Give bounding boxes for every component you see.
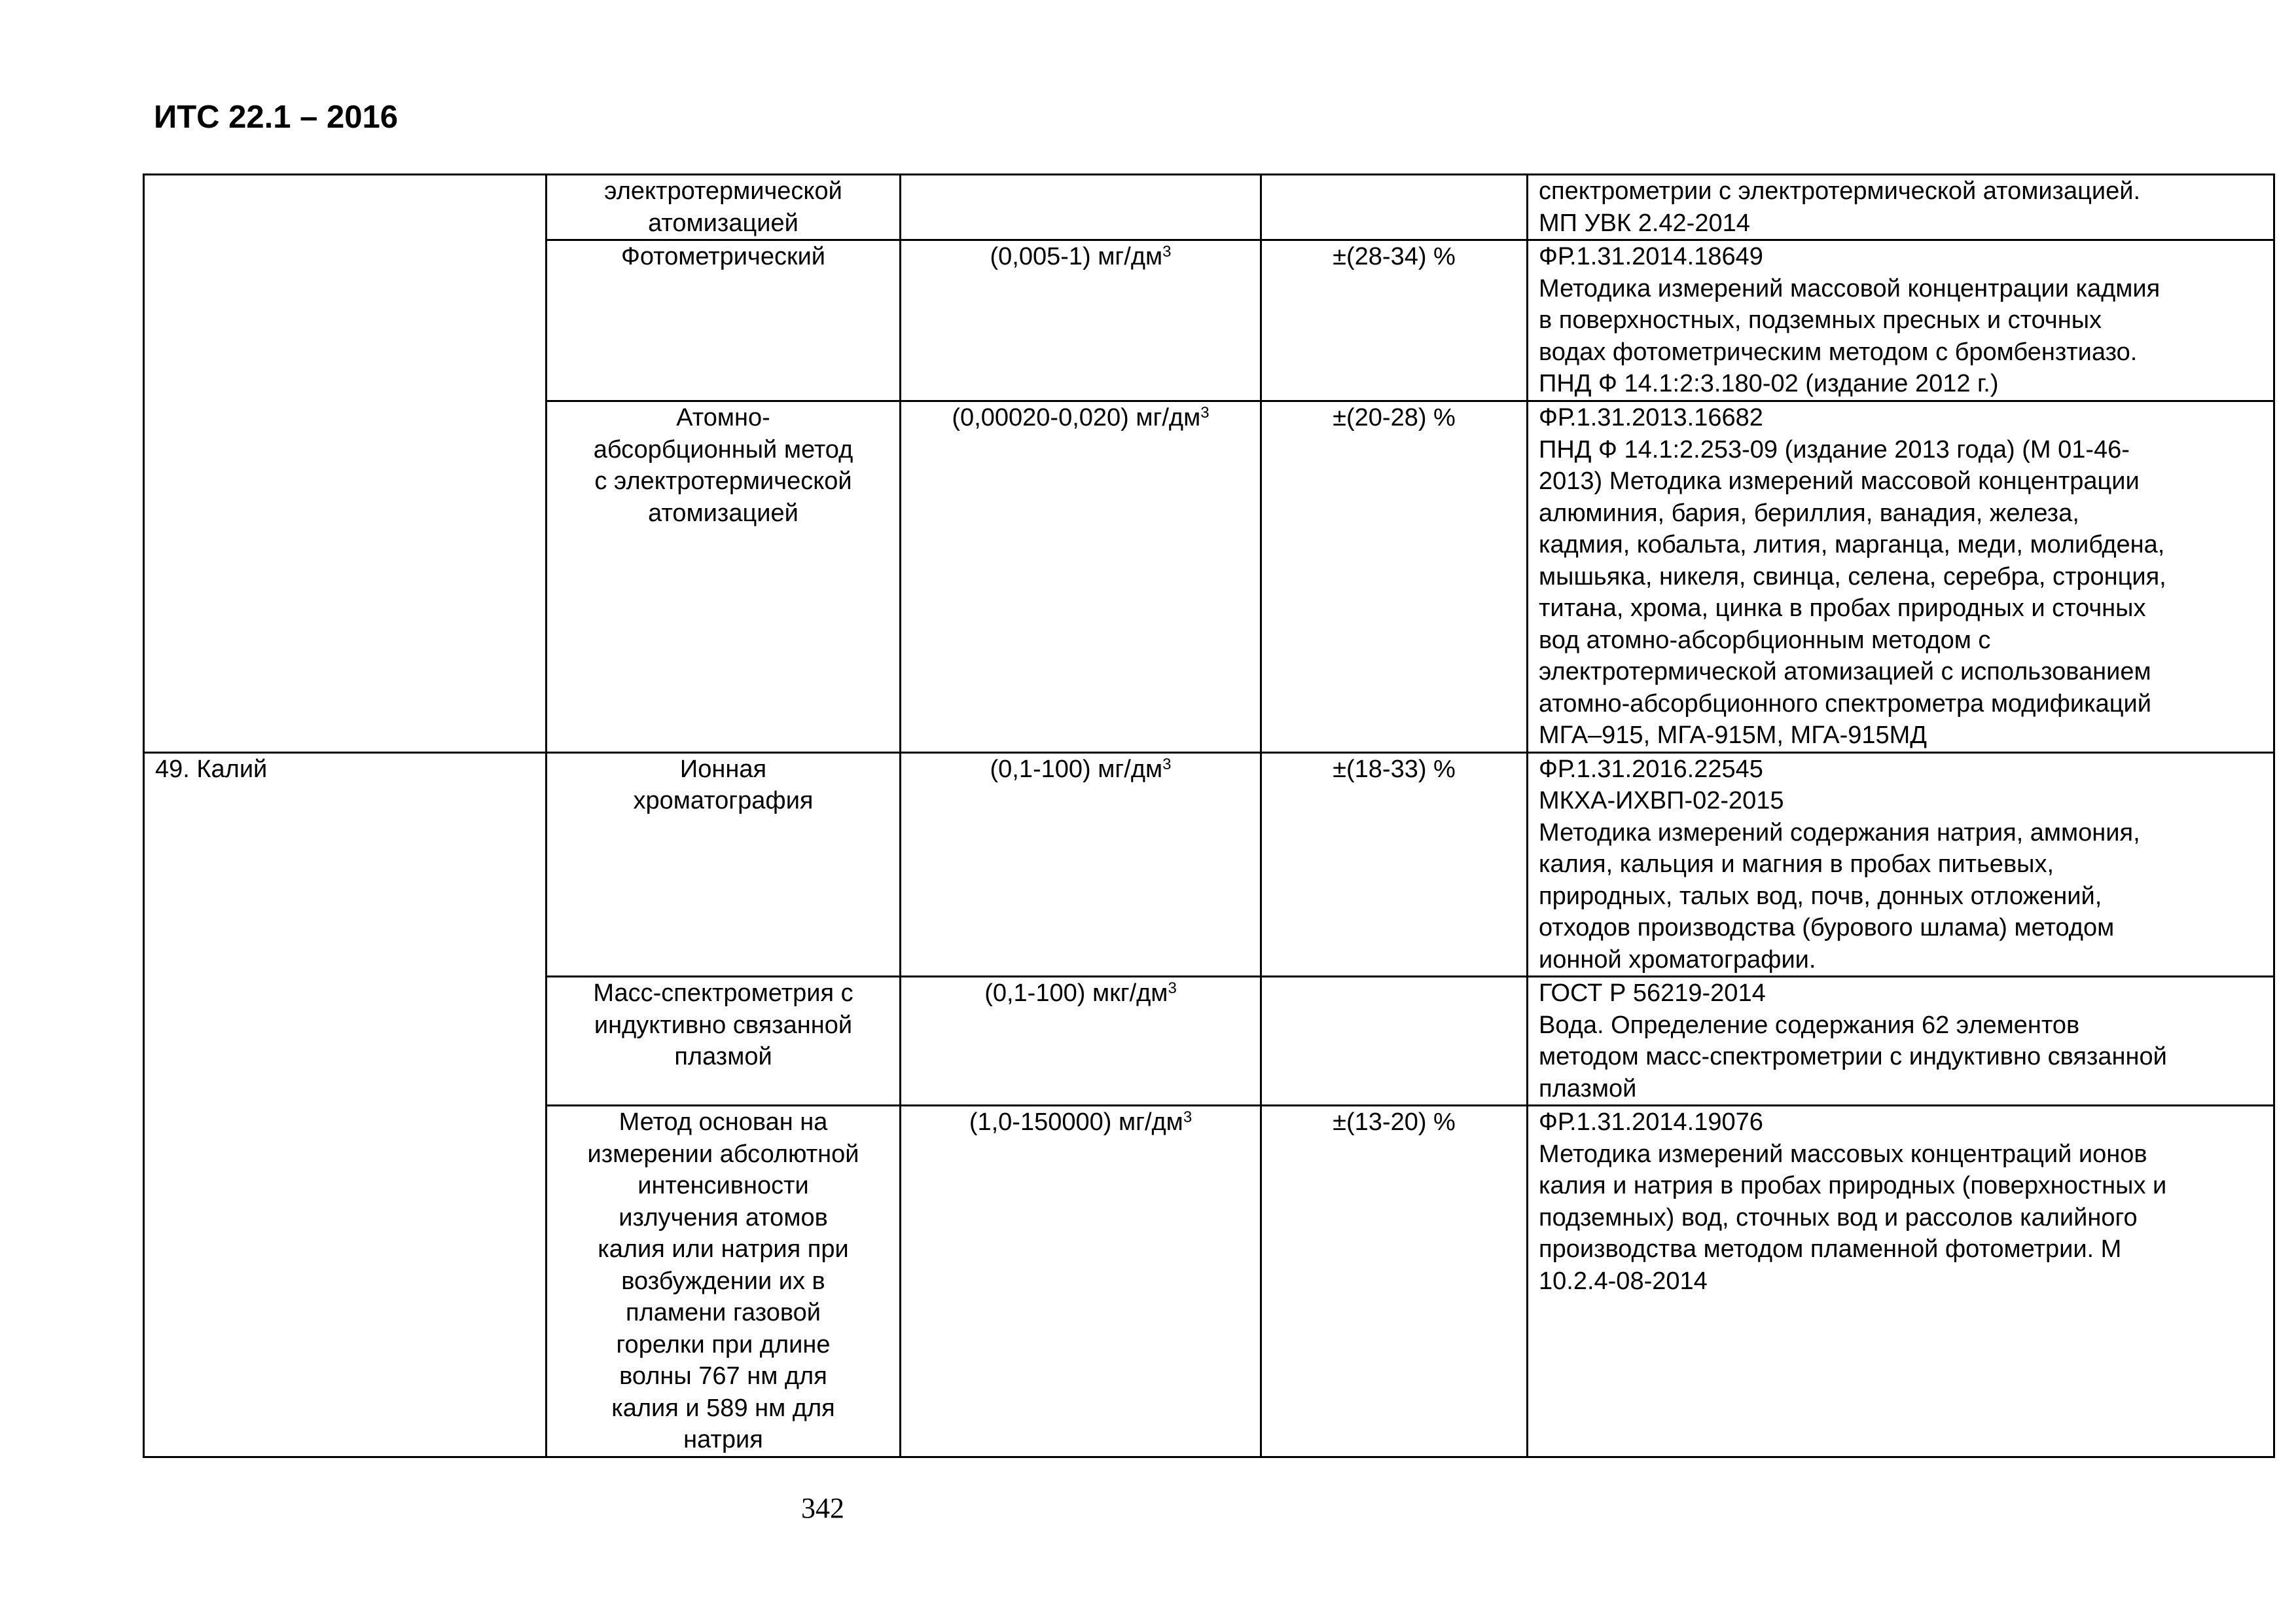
document-line: водах фотометрическим методом с бромбензтиазо. [1539, 338, 2138, 366]
document-line: алюминия, бария, бериллия, ванадия, железа, [1539, 499, 2079, 527]
document-cell [1528, 977, 2274, 1106]
document-line: МП УВК 2.42-2014 [1539, 209, 1750, 237]
indicator-cell [144, 752, 547, 1457]
method-line: электротермической [604, 177, 842, 205]
document-cell [1528, 240, 2274, 401]
range-interval: (0,1-100) [984, 979, 1086, 1007]
unit-exponent: 3 [1162, 755, 1172, 773]
method-line: атомизацией [648, 209, 798, 237]
method-line: хроматография [633, 787, 814, 814]
range-cell [901, 1106, 1261, 1457]
range-unit: мг/дм [1136, 404, 1201, 431]
document-line: ФР.1.31.2013.16682 [1539, 404, 1763, 431]
document-line: 10.2.4-08-2014 [1539, 1267, 1708, 1295]
method-line: индуктивно связанной [594, 1011, 853, 1039]
document-line: ПНД Ф 14.1:2.253-09 (издание 2013 года) (М 01-46- [1539, 435, 2130, 464]
range-value [912, 754, 1249, 786]
table-body [144, 175, 2274, 1457]
document-line: Методика измерений содержания натрия, аммония, [1539, 818, 2140, 847]
method-line: измерении абсолютной [587, 1140, 859, 1168]
error-value: ±(20-28) % [1333, 404, 1456, 431]
method-line: излучения атомов [619, 1203, 828, 1231]
unit-exponent: 3 [1200, 404, 1210, 422]
method-line: Фотометрический [620, 243, 826, 270]
range-cell [901, 752, 1261, 977]
range-cell [901, 977, 1261, 1106]
document-line: Вода. Определение содержания 62 элементов [1539, 1011, 2080, 1039]
method-line: интенсивности [637, 1172, 809, 1199]
method-line: атомизацией [648, 499, 798, 527]
document-line: кадмия, кобальта, лития, марганца, меди, молибдена, [1539, 531, 2165, 558]
range-cell [901, 401, 1261, 753]
method-line: натрия [683, 1426, 763, 1453]
method-line: волны 767 нм для [619, 1362, 827, 1390]
error-value: ±(13-20) % [1333, 1108, 1456, 1136]
method-line: калия и 589 нм для [611, 1394, 835, 1422]
document-line: производства методом пламенной фотометрии. М [1539, 1235, 2122, 1263]
document-line: ФР.1.31.2016.22545 [1539, 755, 1763, 783]
document-line: электротермической атомизацией с использованием [1539, 658, 2151, 685]
method-line: плазмой [674, 1043, 772, 1070]
error-value: ±(28-34) % [1333, 243, 1456, 270]
document-line: ПНД Ф 14.1:2:3.180-02 (издание 2012 г.) [1539, 370, 1999, 397]
range-cell [901, 175, 1261, 240]
document-line: ФР.1.31.2014.19076 [1539, 1108, 1763, 1136]
document-line: атомно-абсорбционного спектрометра модификаций [1539, 689, 2151, 718]
unit-exponent: 3 [1162, 243, 1172, 261]
method-cell [547, 1106, 901, 1457]
range-value [912, 402, 1249, 434]
method-cell [547, 240, 901, 401]
document-line: калия, кальция и магния в пробах питьевых, [1539, 850, 2054, 878]
method-line: Метод основан на [619, 1108, 828, 1136]
range-interval: (0,00020-0,020) [952, 404, 1129, 431]
range-interval: (0,005-1) [990, 243, 1091, 270]
error-cell [1261, 1106, 1528, 1457]
range-unit: мг/дм [1118, 1108, 1183, 1136]
document-line: ФР.1.31.2014.18649 [1539, 243, 1763, 270]
document-cell [1528, 752, 2274, 977]
error-cell [1261, 401, 1528, 753]
error-cell [1261, 752, 1528, 977]
document-cell [1528, 175, 2274, 240]
document-line: Методика измерений массовой концентрации кадмия [1539, 274, 2161, 302]
error-cell [1261, 240, 1528, 401]
document-line: 2013) Методика измерений массовой концентрации [1539, 467, 2140, 495]
methods-table [143, 173, 2275, 1458]
document-line: в поверхностных, подземных пресных и сточных [1539, 306, 2102, 334]
range-value [912, 977, 1249, 1010]
document-line: спектрометрии с электротермической атомизацией. [1539, 177, 2141, 205]
unit-exponent: 3 [1183, 1108, 1193, 1127]
method-line: Масс-спектрометрия с [593, 979, 853, 1007]
range-value [912, 241, 1249, 273]
range-value [912, 1106, 1249, 1139]
method-line: абсорбционный метод [593, 435, 853, 464]
method-cell [547, 401, 901, 753]
document-line: калия и натрия в пробах природных (поверхностных и [1539, 1172, 2167, 1199]
method-cell [547, 977, 901, 1106]
error-cell [1261, 977, 1528, 1106]
document-line: вод атомно-абсорбционным методом с [1539, 626, 1991, 654]
method-line: Ионная [679, 755, 767, 783]
indicator-name: 49. Калий [155, 755, 268, 783]
document-line: мышьяка, никеля, свинца, селена, серебра, стронция, [1539, 562, 2166, 591]
range-unit: мг/дм [1098, 243, 1163, 270]
indicator-cell [144, 175, 547, 753]
document-line: МГА–915, МГА-915М, МГА-915МД [1539, 721, 1928, 749]
method-line: с электротермической [594, 467, 852, 495]
page-number: 342 [801, 1492, 844, 1524]
table-row [144, 175, 2274, 240]
document-cell [1528, 1106, 2274, 1457]
range-interval: (0,1-100) [990, 755, 1091, 783]
range-unit: мг/дм [1098, 755, 1163, 783]
method-line: пламени газовой [626, 1299, 821, 1326]
document-line: ГОСТ Р 56219-2014 [1539, 979, 1766, 1007]
method-line: Атомно- [676, 404, 770, 431]
range-interval: (1,0-150000) [969, 1108, 1112, 1136]
document-line: методом масс-спектрометрии с индуктивно связанной [1539, 1043, 2167, 1070]
range-cell [901, 240, 1261, 401]
document-line: титана, хрома, цинка в пробах природных и сточных [1539, 594, 2146, 622]
method-cell [547, 752, 901, 977]
document-line: отходов производства (бурового шлама) методом [1539, 914, 2115, 941]
document-line: МКХА-ИХВП-02-2015 [1539, 787, 1784, 814]
document-line: природных, талых вод, почв, донных отложений, [1539, 882, 2102, 910]
method-line: горелки при длине [616, 1330, 831, 1359]
document-line: ионной хроматографии. [1539, 945, 1816, 974]
method-line: калия или натрия при [598, 1235, 849, 1263]
document-header: ИТС 22.1 – 2016 [154, 100, 399, 135]
table-row [144, 752, 2274, 977]
unit-exponent: 3 [1168, 979, 1177, 998]
document-line: плазмой [1539, 1074, 1637, 1103]
range-unit: мкг/дм [1092, 979, 1168, 1007]
error-cell [1261, 175, 1528, 240]
error-value: ±(18-33) % [1333, 755, 1456, 783]
document-cell [1528, 401, 2274, 753]
document-line: Методика измерений массовых концентраций ионов [1539, 1140, 2147, 1168]
document-line: подземных) вод, сточных вод и рассолов калийного [1539, 1203, 2138, 1231]
method-line: возбуждении их в [621, 1267, 825, 1295]
method-cell [547, 175, 901, 240]
